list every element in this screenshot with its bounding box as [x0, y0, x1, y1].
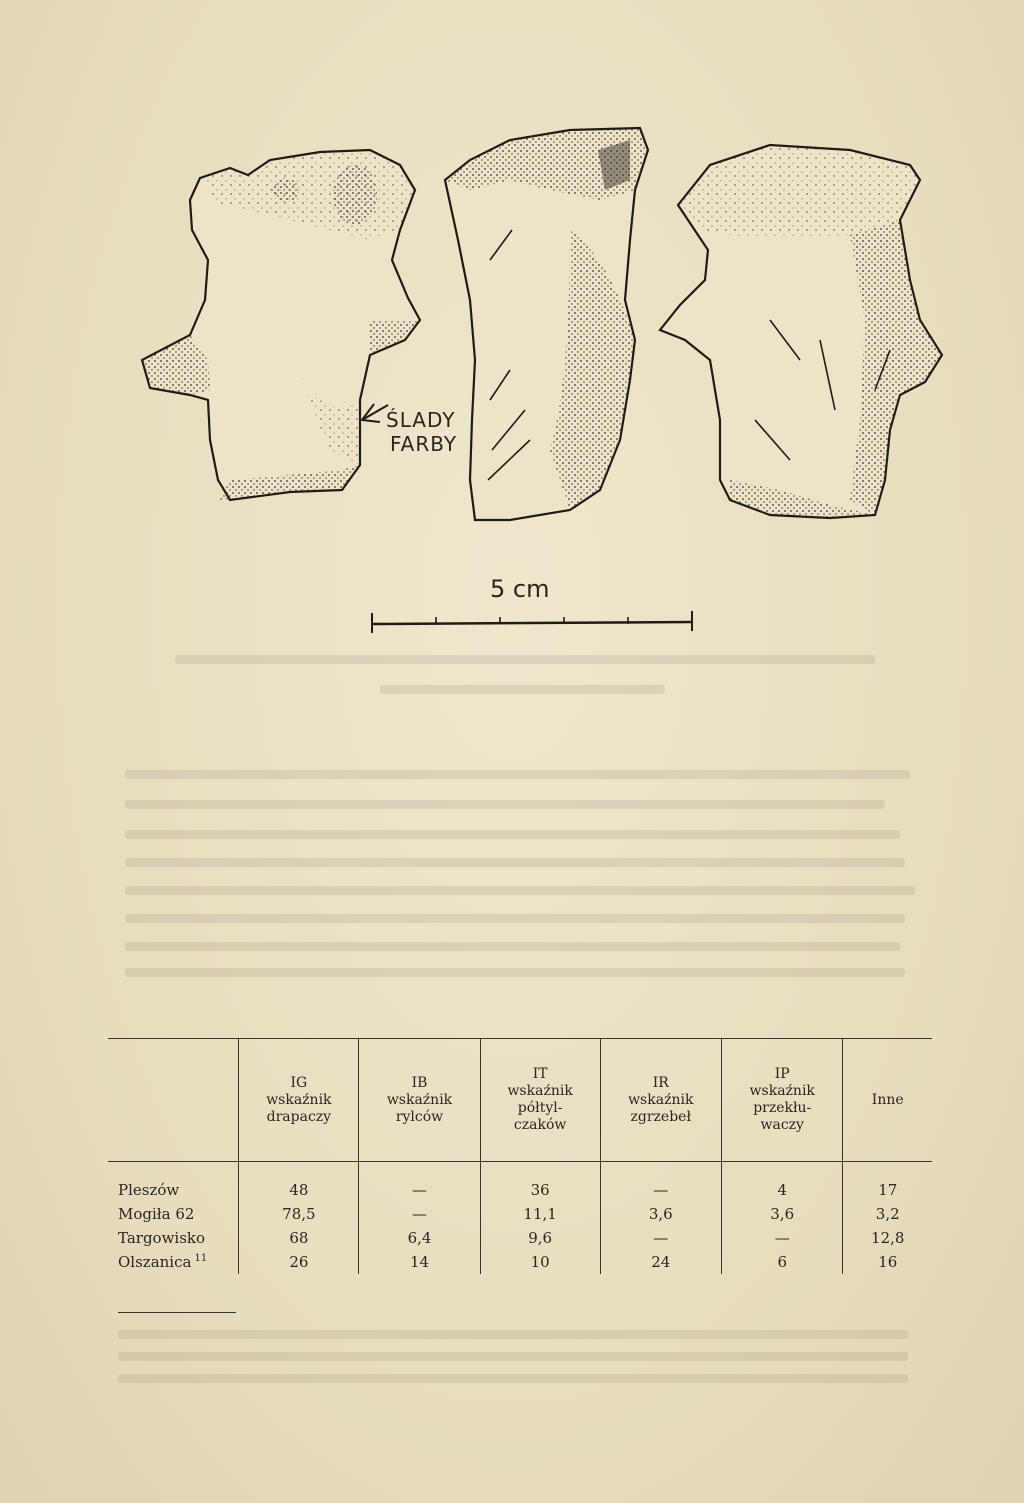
table-cell: 9,6 — [480, 1226, 600, 1250]
column-header-line: Inne — [871, 1091, 904, 1108]
figurine-front-view — [142, 150, 420, 500]
table-body — [108, 1162, 932, 1275]
column-header-line: wskaźnik — [749, 1083, 815, 1099]
column-header-abbr: IR — [652, 1074, 669, 1091]
site-label: Olszanica — [118, 1253, 192, 1271]
table-cell: 17 — [843, 1162, 932, 1203]
table-row — [108, 1250, 932, 1274]
table-row — [108, 1226, 932, 1250]
column-header — [239, 1039, 359, 1162]
annotation-farby: FARBY — [390, 432, 458, 456]
column-header-line: wskaźnik — [628, 1091, 694, 1108]
table-header-row — [108, 1039, 932, 1162]
column-header — [359, 1039, 480, 1162]
table-cell: 26 — [239, 1250, 359, 1274]
column-header-line: wskaźnik — [386, 1091, 453, 1108]
table-cell: 10 — [480, 1250, 600, 1274]
table-cell: 3,6 — [722, 1202, 843, 1226]
column-header — [600, 1039, 721, 1162]
table-cell: 3,2 — [843, 1202, 932, 1226]
column-header-abbr: IP — [774, 1066, 790, 1082]
annotation-slady: ŚLADY — [386, 408, 456, 432]
column-header-line: czaków — [513, 1117, 567, 1133]
table-cell: 6,4 — [359, 1226, 480, 1250]
column-header-line: wskaźnik — [507, 1083, 573, 1099]
table-cell: 12,8 — [843, 1226, 932, 1250]
footnote-ref: 11 — [194, 1253, 208, 1264]
table-cell: 4 — [722, 1162, 843, 1203]
table-cell: — — [600, 1226, 721, 1250]
site-name — [108, 1162, 239, 1203]
column-header-line: drapaczy — [266, 1108, 332, 1125]
column-header — [843, 1039, 932, 1162]
figurine-back-view — [660, 145, 942, 518]
table-cell: 24 — [600, 1250, 721, 1274]
column-header-abbr: IB — [411, 1074, 428, 1091]
table-cell: 36 — [480, 1162, 600, 1203]
column-header-abbr: IT — [532, 1066, 548, 1082]
column-header-line: waczy — [760, 1117, 804, 1133]
site-label: Pleszów — [118, 1181, 180, 1199]
table-cell: — — [722, 1226, 843, 1250]
table-cell: 11,1 — [480, 1202, 600, 1226]
scale-label: 5 cm — [490, 575, 550, 603]
column-header-line: przekłu- — [753, 1100, 812, 1116]
table-cell: 78,5 — [239, 1202, 359, 1226]
column-header-line: półtyl- — [517, 1100, 563, 1116]
column-header-line: zgrzebeł — [630, 1108, 691, 1125]
table-cell: 3,6 — [600, 1202, 721, 1226]
table-row — [108, 1162, 932, 1203]
table-cell: 16 — [843, 1250, 932, 1274]
site-name — [108, 1250, 239, 1274]
footnote-rule — [118, 1312, 236, 1313]
site-label: Targowisko — [118, 1229, 206, 1247]
site-name — [108, 1226, 239, 1250]
column-header — [108, 1039, 239, 1162]
scale-bar — [370, 575, 700, 635]
site-label: Mogiła 62 — [118, 1205, 195, 1223]
column-header-line: rylców — [395, 1108, 444, 1125]
table-cell: — — [359, 1202, 480, 1226]
figurine-side-view — [445, 128, 648, 520]
column-header — [722, 1039, 843, 1162]
table-cell: — — [359, 1162, 480, 1203]
table-cell: 6 — [722, 1250, 843, 1274]
table-cell: 68 — [239, 1226, 359, 1250]
indices-table — [108, 1038, 932, 1274]
table-row — [108, 1202, 932, 1226]
table-cell: 48 — [239, 1162, 359, 1203]
figurine-drawing — [130, 120, 950, 540]
column-header — [480, 1039, 600, 1162]
table-cell: 14 — [359, 1250, 480, 1274]
site-name — [108, 1202, 239, 1226]
column-header-line: wskaźnik — [266, 1091, 332, 1108]
column-header-abbr: IG — [290, 1074, 308, 1091]
table-cell: — — [600, 1162, 721, 1203]
